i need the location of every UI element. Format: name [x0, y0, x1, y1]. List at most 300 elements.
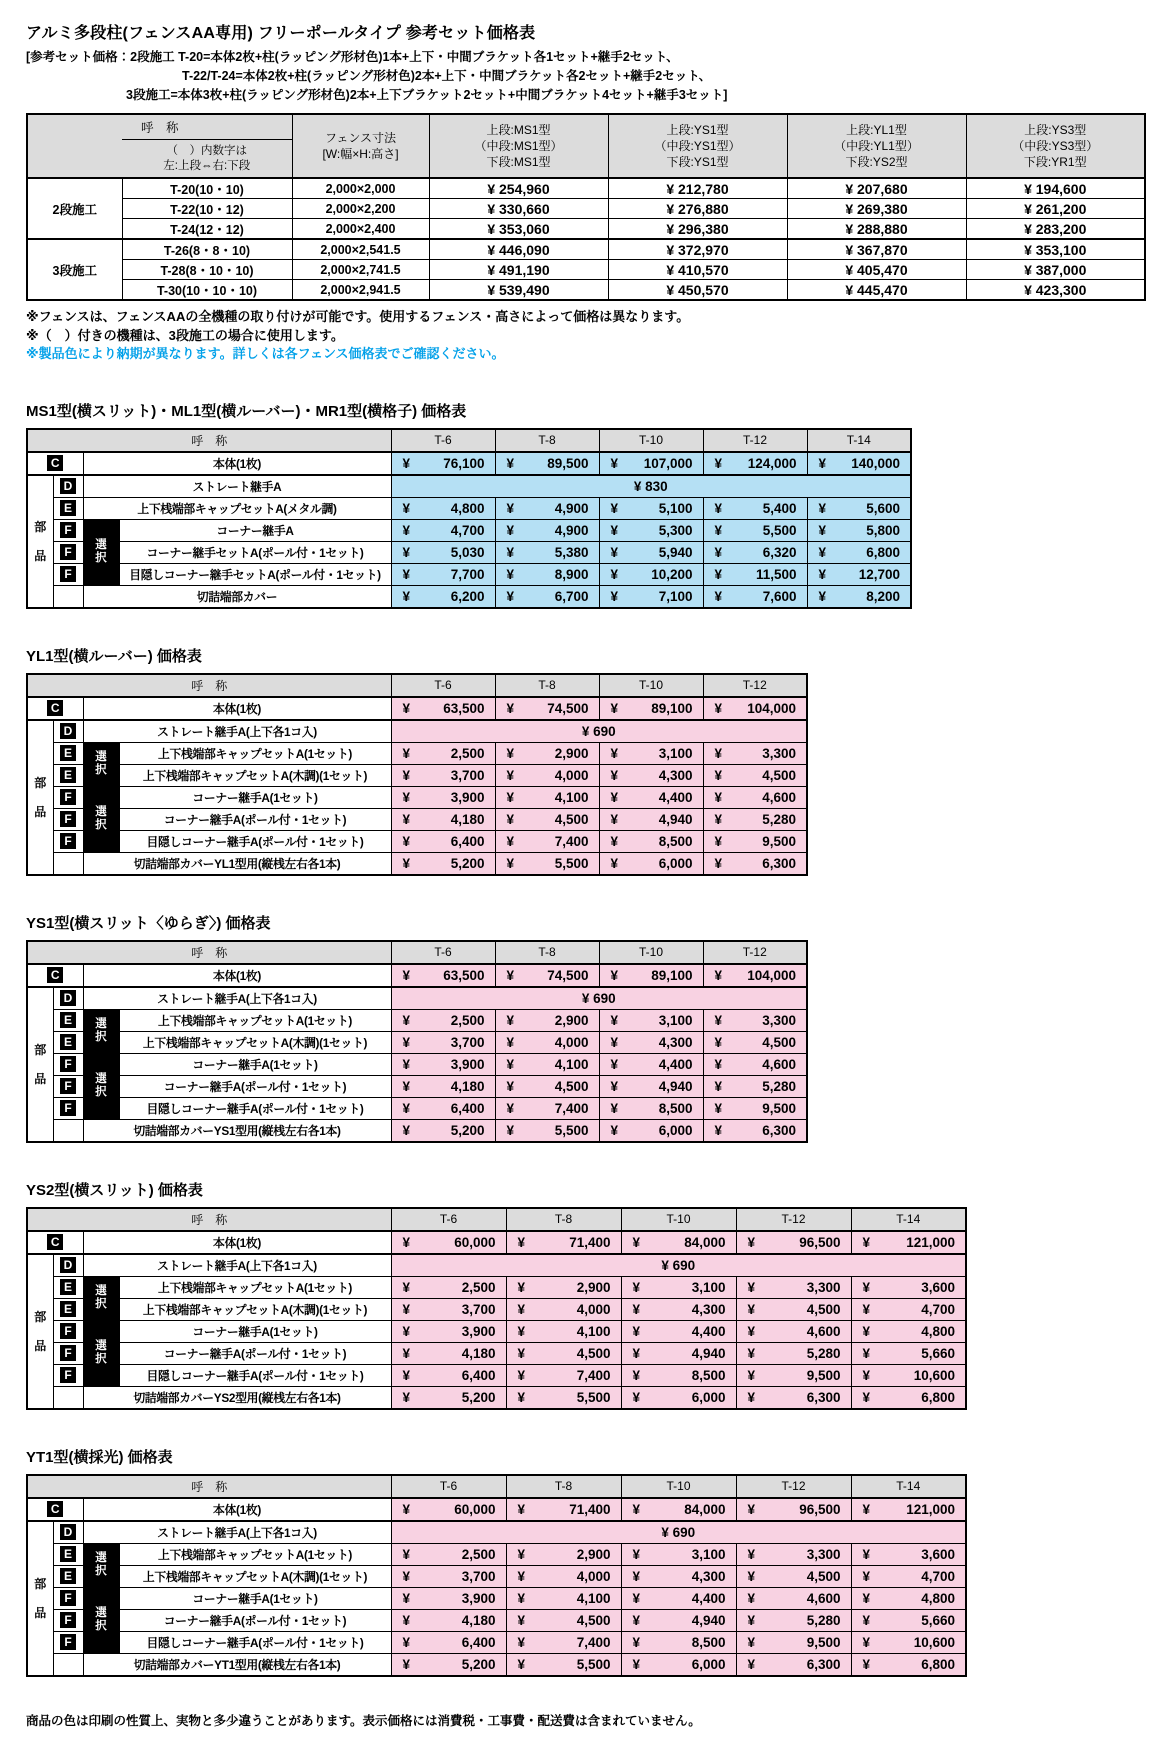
price-cell-inner [600, 768, 703, 783]
part-badge-F: F [60, 833, 76, 849]
part-row [27, 786, 807, 808]
set-price-cell: ¥ 410,570 [608, 260, 787, 280]
part-name-cell: 切詰端部カバーYS1型用(縦桟左右各1本) [83, 1119, 391, 1142]
price-value: 6,400 [450, 1100, 485, 1116]
price-cell-inner [496, 768, 599, 783]
part-row [27, 1053, 807, 1075]
part-row [27, 541, 911, 563]
part-badge-D: D [60, 723, 76, 739]
part-row [27, 1565, 966, 1587]
part-name-cell: 切詰端部カバーYS2型用(縦桟左右各1本) [83, 1386, 391, 1409]
price-value: 3,900 [450, 1056, 485, 1072]
set-header-type-col: 上段:YS3型 （中段:YS3型） 下段:YR1型 [966, 114, 1145, 178]
price-cell-inner [704, 1123, 807, 1138]
price-cell-inner [704, 834, 807, 849]
price-cell [391, 1609, 506, 1631]
price-value: 5,500 [762, 522, 797, 538]
price-section [26, 912, 1148, 1143]
price-cell-inner [704, 1057, 807, 1072]
price-cell [391, 541, 495, 563]
part-row [27, 1320, 966, 1342]
price-cell-inner [392, 1569, 506, 1584]
part-name-cell: 目隠しコーナー継手A(ポール付・1セット) [119, 1631, 391, 1653]
currency-symbol: ¥ [714, 789, 723, 805]
part-header-height-col: T-12 [736, 1208, 851, 1231]
price-cell [599, 497, 703, 519]
part-name-cell: 上下桟端部キャップセットA(木調)(1セット) [119, 764, 391, 786]
currency-symbol: ¥ [506, 544, 515, 560]
part-badge-C: C [47, 455, 63, 471]
currency-symbol: ¥ [862, 1389, 871, 1405]
price-cell [391, 1119, 495, 1142]
price-cell-inner [496, 1079, 599, 1094]
price-cell-inner [392, 1101, 495, 1116]
price-value: 6,000 [658, 855, 693, 871]
currency-symbol: ¥ [517, 1323, 526, 1339]
price-cell [391, 1075, 495, 1097]
price-value: 3,100 [658, 745, 693, 761]
part-name-cell: 上下桟端部キャップセットA(1セット) [119, 1543, 391, 1565]
price-cell-inner [622, 1569, 736, 1584]
price-cell [736, 1498, 851, 1521]
badge-cell [53, 1631, 83, 1653]
price-cell-inner [737, 1547, 851, 1562]
price-value: 60,000 [454, 1501, 496, 1517]
price-section [26, 400, 1148, 609]
price-value: 7,400 [554, 833, 589, 849]
badge-cell [27, 452, 83, 475]
currency-symbol: ¥ [747, 1301, 756, 1317]
price-cell-inner [392, 1390, 506, 1405]
price-cell [621, 1653, 736, 1676]
currency-symbol: ¥ [517, 1389, 526, 1405]
price-value: 5,280 [762, 811, 796, 827]
price-cell-inner [600, 1057, 703, 1072]
price-value: 4,500 [576, 1345, 611, 1361]
price-cell [391, 1631, 506, 1653]
part-badge-C: C [47, 1234, 63, 1250]
set-price-cell: ¥ 446,090 [429, 239, 608, 260]
price-cell [391, 1320, 506, 1342]
price-cell-inner [392, 1280, 506, 1295]
price-cell-inner [737, 1280, 851, 1295]
currency-symbol: ¥ [714, 522, 723, 538]
part-price-table [26, 1207, 967, 1410]
currency-symbol: ¥ [506, 767, 515, 783]
note-line-blue: ※製品色により納期が異なります。詳しくは各フェンス価格表でご確認ください。 [26, 346, 505, 362]
fence-size-cell: 2,000×2,941.5 [292, 280, 429, 301]
price-value: 4,180 [450, 811, 485, 827]
badge-cell [53, 1320, 83, 1342]
parts-side-char: 品 [34, 1606, 47, 1621]
part-header-name: 呼 称 [27, 429, 391, 452]
currency-symbol: ¥ [402, 1345, 411, 1361]
price-cell-inner [496, 1013, 599, 1028]
part-name-cell: コーナー継手A(ポール付・1セット) [119, 1075, 391, 1097]
price-cell-inner [496, 1101, 599, 1116]
price-cell [736, 1543, 851, 1565]
part-row [27, 742, 807, 764]
price-cell [495, 742, 599, 764]
price-cell [851, 1320, 966, 1342]
price-cell-inner [704, 856, 807, 871]
price-cell-inner [600, 790, 703, 805]
set-row [27, 219, 1145, 240]
price-cell [495, 1097, 599, 1119]
price-value: 6,800 [921, 1656, 955, 1672]
parts-side-char: 品 [34, 1072, 47, 1087]
currency-symbol: ¥ [402, 1323, 411, 1339]
price-cell [391, 1565, 506, 1587]
part-name-cell: 目隠しコーナー継手A(ポール付・1セット) [119, 830, 391, 852]
price-value: 121,000 [906, 1501, 955, 1517]
price-value: 6,200 [450, 588, 485, 604]
price-cell [621, 1276, 736, 1298]
price-value: 6,000 [691, 1389, 726, 1405]
price-cell-inner [496, 589, 599, 604]
price-value: 5,380 [554, 544, 589, 560]
price-value: 4,000 [576, 1568, 611, 1584]
price-value: 104,000 [747, 967, 796, 983]
part-name-cell: 本体(1枚) [83, 964, 391, 987]
currency-symbol: ¥ [506, 588, 515, 604]
price-cell-inner [600, 968, 703, 983]
part-badge-D: D [60, 478, 76, 494]
price-cell [599, 852, 703, 875]
part-badge-D: D [60, 990, 76, 1006]
price-value: 76,100 [443, 455, 485, 471]
price-cell-inner [392, 856, 495, 871]
part-badge-E: E [60, 767, 76, 783]
part-header-height-col: T-12 [703, 941, 807, 964]
price-cell-inner [507, 1502, 621, 1517]
construction-group-label: 3段施工 [27, 239, 122, 300]
price-cell-inner [852, 1302, 966, 1317]
price-cell [621, 1498, 736, 1521]
currency-symbol: ¥ [632, 1234, 641, 1250]
price-value: 71,400 [569, 1501, 611, 1517]
price-cell [807, 541, 911, 563]
price-cell-inner [392, 1302, 506, 1317]
price-value: 4,600 [762, 1056, 796, 1072]
currency-symbol: ¥ [632, 1546, 641, 1562]
price-cell [703, 452, 807, 475]
part-row [27, 1031, 807, 1053]
price-cell-inner [392, 545, 495, 560]
price-cell-inner [622, 1591, 736, 1606]
part-row [27, 1587, 966, 1609]
part-header-height-col: T-14 [851, 1475, 966, 1498]
parts-side-char: 品 [34, 805, 47, 820]
price-cell [851, 1609, 966, 1631]
part-header-height-col: T-6 [391, 1208, 506, 1231]
price-value: 124,000 [747, 455, 797, 471]
price-cell [703, 541, 807, 563]
price-cell [506, 1386, 621, 1409]
currency-symbol: ¥ [714, 588, 723, 604]
price-cell [495, 786, 599, 808]
currency-symbol: ¥ [862, 1612, 871, 1628]
part-row [27, 1609, 966, 1631]
select-char: 択 [95, 1565, 107, 1578]
price-value: 5,500 [554, 1122, 589, 1138]
part-name-cell: ストレート継手A(上下各1コ入) [83, 1521, 391, 1544]
price-cell-inner [704, 456, 807, 471]
part-badge-E: E [60, 1568, 76, 1584]
badge-cell [53, 764, 83, 786]
price-cell-inner [392, 701, 495, 716]
currency-symbol: ¥ [862, 1301, 871, 1317]
currency-symbol: ¥ [506, 967, 515, 983]
price-value: 63,500 [443, 700, 485, 716]
part-badge-C: C [47, 967, 63, 983]
price-value: 10,200 [651, 566, 693, 582]
price-cell-inner [852, 1346, 966, 1361]
badge-cell [53, 1587, 83, 1609]
price-value: 140,000 [851, 455, 900, 471]
select-group-label [83, 1587, 119, 1653]
price-cell-inner [737, 1569, 851, 1584]
price-cell [599, 541, 703, 563]
currency-symbol: ¥ [506, 1034, 515, 1050]
price-cell [807, 585, 911, 608]
set-price-cell: ¥ 296,380 [608, 219, 787, 240]
price-cell-inner [600, 812, 703, 827]
part-row [27, 497, 911, 519]
currency-symbol: ¥ [610, 588, 619, 604]
set-price-cell: ¥ 194,600 [966, 178, 1145, 199]
price-cell [599, 1097, 703, 1119]
price-value: 4,180 [461, 1612, 496, 1628]
price-value: 96,500 [799, 1501, 841, 1517]
price-cell [703, 742, 807, 764]
price-value: 4,000 [576, 1301, 611, 1317]
price-cell [621, 1631, 736, 1653]
part-name-cell: コーナー継手A(ポール付・1セット) [119, 808, 391, 830]
select-char: 択 [95, 1620, 107, 1633]
currency-symbol: ¥ [862, 1634, 871, 1650]
part-name-cell: コーナー継手A(ポール付・1セット) [119, 1609, 391, 1631]
set-price-cell: ¥ 207,680 [787, 178, 966, 199]
badge-cell [53, 1653, 83, 1676]
set-price-cell: ¥ 423,300 [966, 280, 1145, 301]
price-cell-inner [507, 1613, 621, 1628]
price-cell-inner [507, 1569, 621, 1584]
currency-symbol: ¥ [818, 566, 827, 582]
price-cell [703, 1053, 807, 1075]
price-value: 6,300 [806, 1656, 841, 1672]
price-value: 4,700 [921, 1568, 955, 1584]
price-cell-inner [852, 1390, 966, 1405]
price-cell-inner [852, 1502, 966, 1517]
part-header-height-col: T-8 [495, 429, 599, 452]
price-cell-inner [622, 1547, 736, 1562]
select-group-label-text [84, 1607, 119, 1632]
price-value: 89,100 [651, 700, 693, 716]
part-row [27, 1276, 966, 1298]
currency-symbol: ¥ [632, 1590, 641, 1606]
price-cell [506, 1231, 621, 1254]
price-cell [506, 1653, 621, 1676]
part-header-height-col: T-10 [599, 941, 703, 964]
price-value: 8,500 [658, 833, 693, 849]
price-cell-inner [507, 1657, 621, 1672]
currency-symbol: ¥ [517, 1656, 526, 1672]
select-group-label [83, 519, 119, 585]
price-cell-inner [507, 1368, 621, 1383]
set-price-cell: ¥ 276,880 [608, 199, 787, 219]
currency-symbol: ¥ [747, 1234, 756, 1250]
currency-symbol: ¥ [506, 1012, 515, 1028]
price-value: 7,600 [762, 588, 797, 604]
price-cell [599, 1119, 703, 1142]
select-char: 選 [95, 1018, 107, 1031]
badge-cell [53, 742, 83, 764]
currency-symbol: ¥ [402, 544, 411, 560]
price-cell [621, 1543, 736, 1565]
price-value: 3,700 [461, 1568, 496, 1584]
price-value: 4,400 [658, 1056, 693, 1072]
set-header-type-col: 上段:YS1型 （中段:YS1型） 下段:YS1型 [608, 114, 787, 178]
set-row [27, 280, 1145, 301]
price-cell-inner [852, 1657, 966, 1672]
currency-symbol: ¥ [517, 1546, 526, 1562]
price-cell-inner [600, 589, 703, 604]
price-value: 5,600 [866, 500, 900, 516]
span-price-cell: ¥ 690 [391, 987, 807, 1010]
price-cell [736, 1587, 851, 1609]
price-cell [736, 1364, 851, 1386]
price-cell-inner [622, 1324, 736, 1339]
currency-symbol: ¥ [517, 1634, 526, 1650]
price-cell-inner [704, 1101, 807, 1116]
currency-symbol: ¥ [402, 1279, 411, 1295]
price-section [26, 645, 1148, 876]
price-cell [506, 1543, 621, 1565]
price-cell [807, 452, 911, 475]
part-row [27, 452, 911, 475]
price-cell-inner [392, 567, 495, 582]
currency-symbol: ¥ [610, 522, 619, 538]
price-cell [703, 1075, 807, 1097]
part-header-name: 呼 称 [27, 674, 391, 697]
model-name-cell: T-30(10・10・10) [122, 280, 292, 301]
badge-cell [53, 1521, 83, 1544]
price-cell-inner [737, 1657, 851, 1672]
currency-symbol: ¥ [632, 1656, 641, 1672]
part-badge-F: F [60, 811, 76, 827]
part-price-table [26, 1474, 967, 1677]
part-row [27, 697, 807, 720]
price-cell [495, 563, 599, 585]
price-cell-inner [392, 1079, 495, 1094]
price-cell-inner [808, 501, 911, 516]
price-cell [599, 1075, 703, 1097]
price-cell [736, 1298, 851, 1320]
price-cell [621, 1231, 736, 1254]
currency-symbol: ¥ [610, 1034, 619, 1050]
part-header-height-col: T-14 [807, 429, 911, 452]
price-value: 11,500 [755, 566, 797, 582]
price-cell [703, 563, 807, 585]
currency-symbol: ¥ [862, 1656, 871, 1672]
currency-symbol: ¥ [714, 767, 723, 783]
price-cell-inner [496, 746, 599, 761]
part-header-height-col: T-8 [495, 941, 599, 964]
currency-symbol: ¥ [632, 1345, 641, 1361]
price-value: 5,280 [806, 1612, 841, 1628]
price-cell-inner [600, 1123, 703, 1138]
currency-symbol: ¥ [506, 833, 515, 849]
part-row [27, 720, 807, 743]
price-cell [621, 1364, 736, 1386]
price-cell [391, 1498, 506, 1521]
currency-symbol: ¥ [506, 1100, 515, 1116]
price-cell-inner [392, 1657, 506, 1672]
part-badge-F: F [60, 1367, 76, 1383]
price-cell-inner [392, 1123, 495, 1138]
part-row [27, 1653, 966, 1676]
part-header-height-col: T-6 [391, 941, 495, 964]
select-group-label [83, 742, 119, 786]
price-cell [736, 1653, 851, 1676]
currency-symbol: ¥ [610, 767, 619, 783]
set-header-row [27, 114, 1145, 178]
price-cell [495, 519, 599, 541]
price-cell [391, 852, 495, 875]
badge-cell [27, 964, 83, 987]
price-cell-inner [600, 523, 703, 538]
badge-cell [53, 1009, 83, 1031]
currency-symbol: ¥ [402, 1056, 411, 1072]
price-value: 4,000 [554, 1034, 589, 1050]
parts-side-label-text [28, 1308, 53, 1354]
price-cell [807, 519, 911, 541]
price-cell-inner [808, 567, 911, 582]
price-cell [506, 1565, 621, 1587]
price-cell-inner [704, 968, 807, 983]
price-value: 5,500 [554, 855, 589, 871]
part-row [27, 830, 807, 852]
currency-symbol: ¥ [632, 1612, 641, 1628]
price-cell-inner [392, 834, 495, 849]
price-value: 7,400 [576, 1367, 611, 1383]
price-cell-inner [496, 1123, 599, 1138]
price-cell [391, 1231, 506, 1254]
price-cell [736, 1609, 851, 1631]
select-char: 択 [95, 552, 107, 565]
price-value: 2,900 [554, 1012, 589, 1028]
price-cell-inner [622, 1346, 736, 1361]
badge-cell [53, 1053, 83, 1075]
part-row [27, 519, 911, 541]
select-char: 択 [95, 764, 107, 777]
currency-symbol: ¥ [610, 455, 619, 471]
part-header-height-col: T-10 [621, 1208, 736, 1231]
price-cell-inner [704, 523, 807, 538]
parts-side-label [27, 1521, 53, 1676]
price-cell [851, 1298, 966, 1320]
price-cell [621, 1587, 736, 1609]
price-cell [506, 1276, 621, 1298]
price-value: 6,400 [450, 833, 485, 849]
part-badge-F: F [60, 1612, 76, 1628]
currency-symbol: ¥ [506, 455, 515, 471]
currency-symbol: ¥ [517, 1279, 526, 1295]
page-title: アルミ多段柱(フェンスAA専用) フリーポールタイプ 参考セット価格表 [26, 25, 536, 42]
part-name-cell: 目隠しコーナー継手A(ポール付・1セット) [119, 1364, 391, 1386]
badge-cell [53, 1543, 83, 1565]
